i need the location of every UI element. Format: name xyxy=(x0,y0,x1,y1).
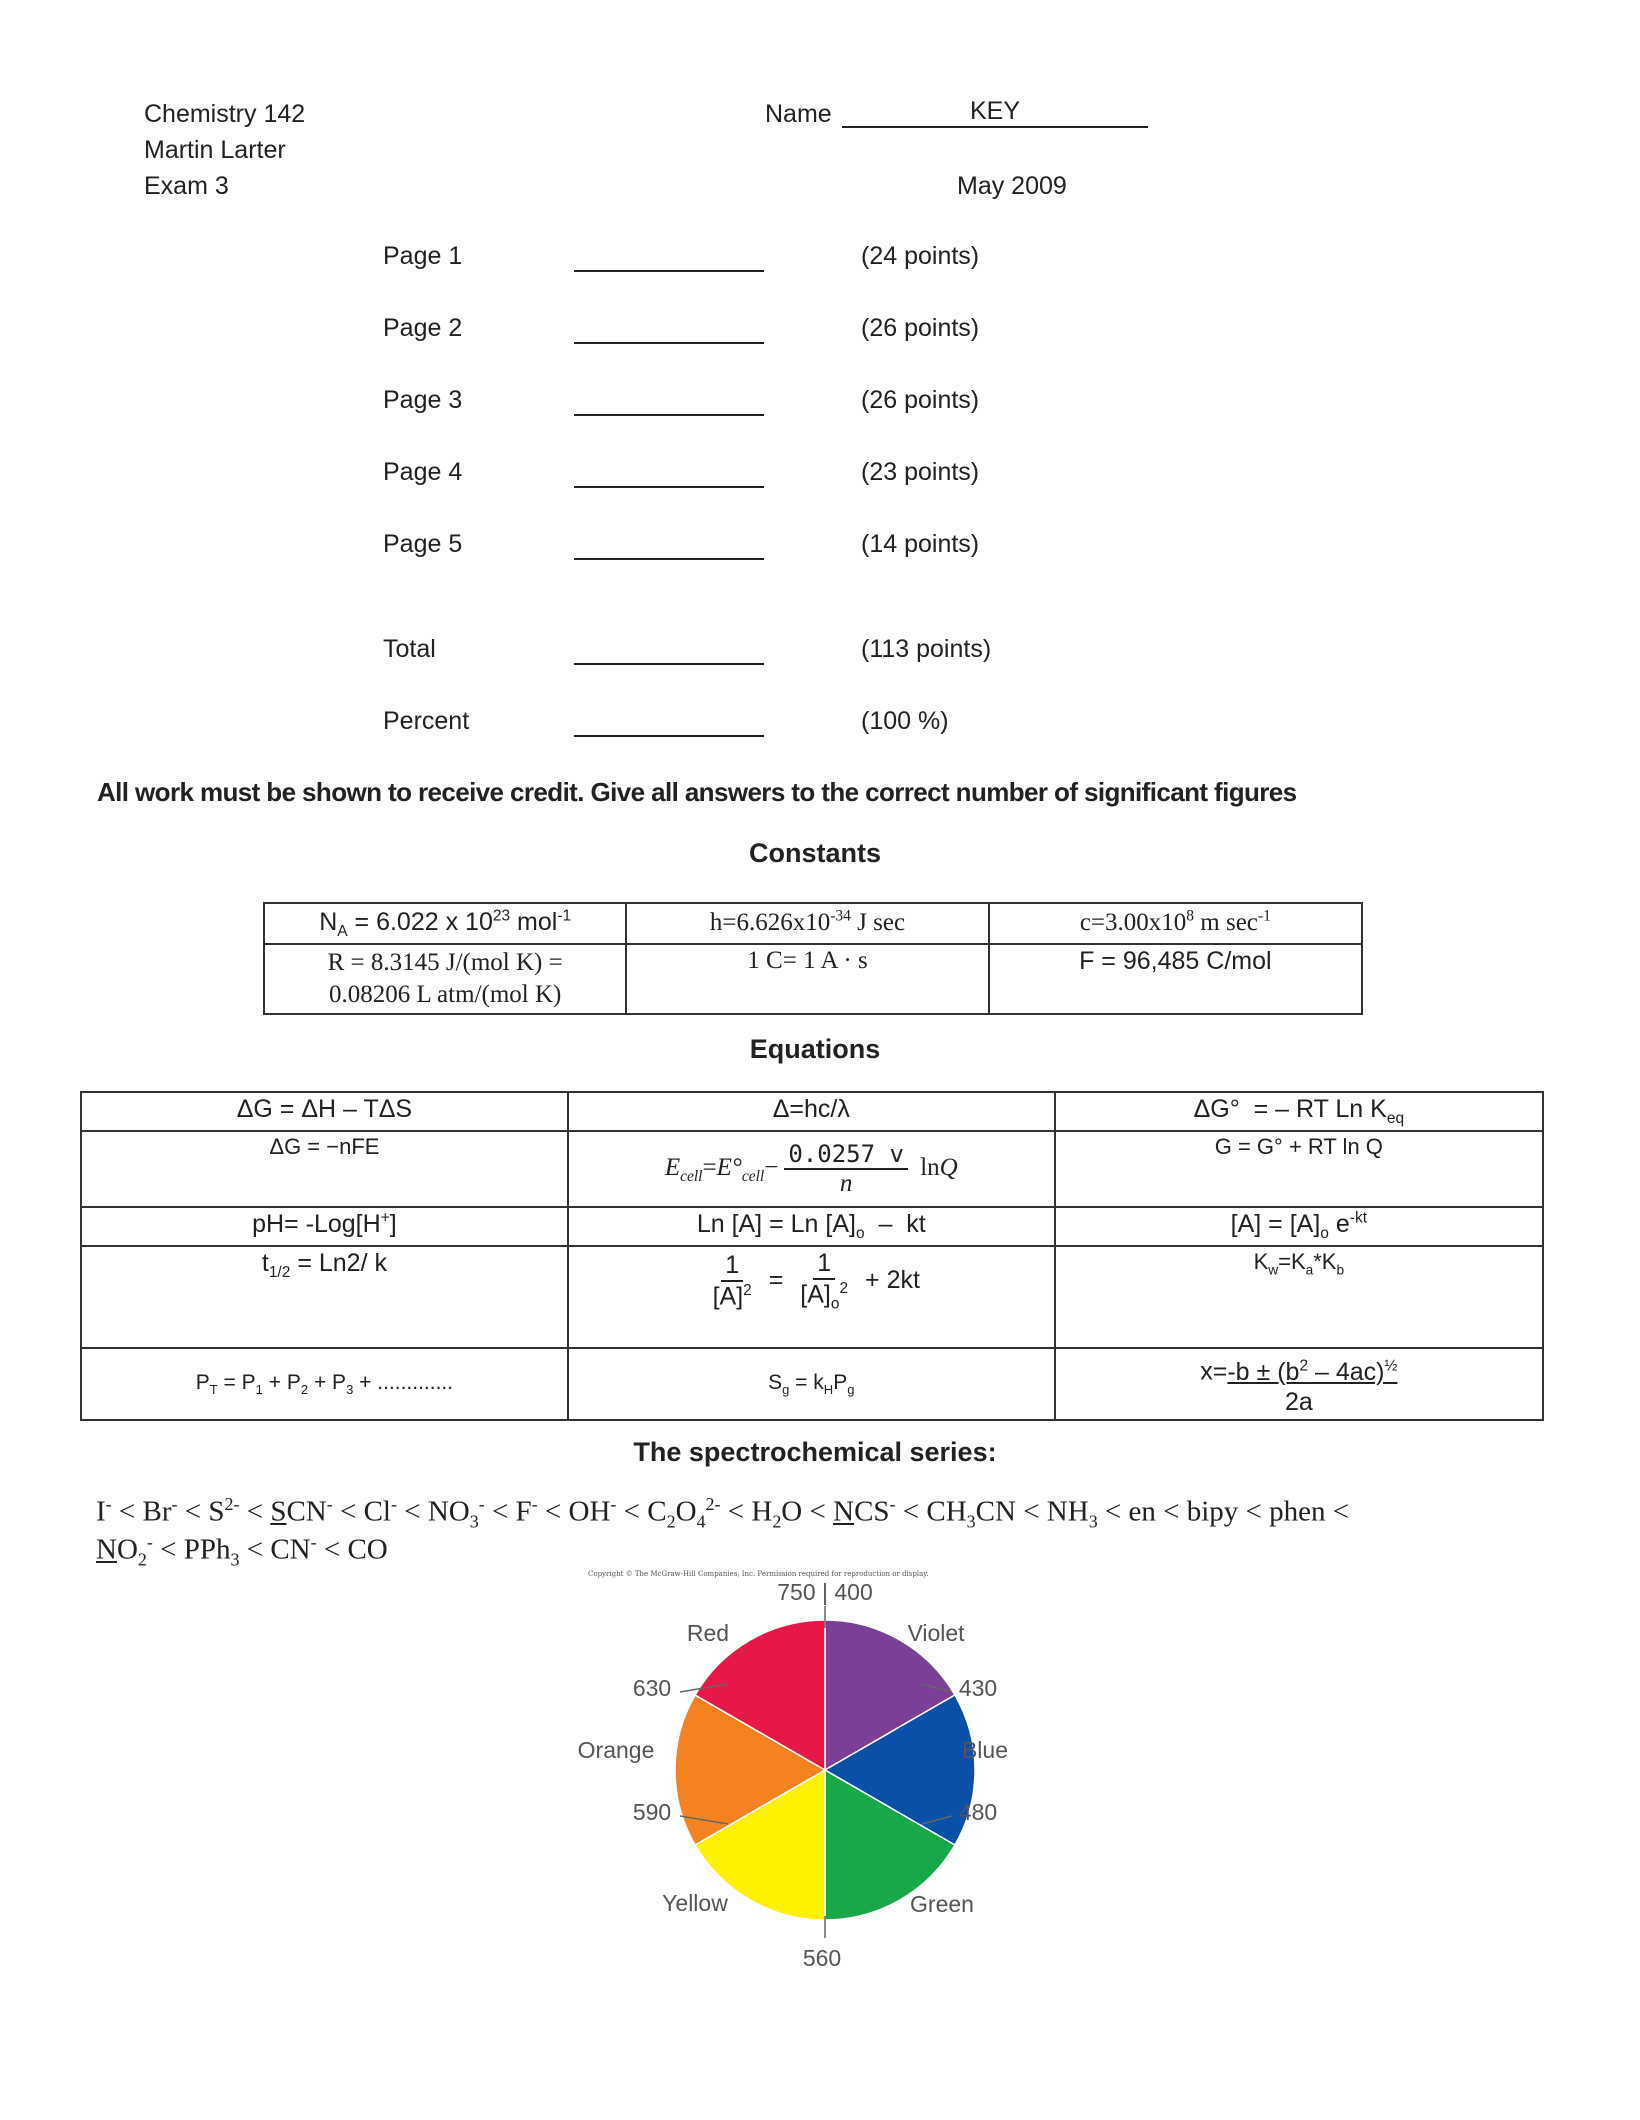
score-blank[interactable] xyxy=(574,414,764,416)
score-row-label: Total xyxy=(383,635,436,663)
coulomb-cell xyxy=(626,944,988,1014)
gibbs-equation: ΔG = ΔH – TΔS xyxy=(236,1095,413,1123)
quadratic-equation: $x=-b \pm (b^2 - 4ac)^{\frac{1}{2}}$ 2a xyxy=(1200,1357,1398,1416)
planck-constant: $h=6.626x10^{-34}$ J sec xyxy=(709,908,906,937)
score-row-label: Page 3 xyxy=(383,386,463,414)
score-blank[interactable] xyxy=(574,486,764,488)
score-blank[interactable] xyxy=(574,735,764,737)
score-row-points: (113 points) xyxy=(861,635,992,663)
speed-of-light: $c=3.00x10^8$ m $\sec^{-1}$ xyxy=(1079,908,1271,937)
faraday-constant: F = 96,485 C/mol xyxy=(1079,947,1272,976)
avogadro-cell xyxy=(264,903,626,944)
gibbs-nfe-cell xyxy=(81,1131,568,1207)
speed-of-light-cell xyxy=(989,903,1362,944)
dalton-equation: $P_T = P_1 + P_2 + P_3$ + ............. xyxy=(195,1370,454,1398)
score-blank[interactable] xyxy=(574,558,764,560)
gibbs-q-cell xyxy=(1055,1131,1543,1207)
photon-energy-equation: Δ=hc/λ xyxy=(772,1095,850,1123)
sector-label-orange: Orange xyxy=(577,1737,655,1763)
color-wheel-figure xyxy=(560,1570,1060,1990)
gibbs-cell xyxy=(81,1092,568,1131)
gas-constant-cell xyxy=(264,944,626,1014)
course-title: Chemistry 142 xyxy=(144,100,306,128)
nernst-equation: $E_{cell}=E^\circ_{cell}-$ $\frac{0.0257 v}{n}$ lnQ xyxy=(664,1140,958,1197)
gas-constant-line2: 0.08206 L atm/(mol K) xyxy=(328,981,562,1009)
score-row-label: Page 5 xyxy=(383,530,463,558)
exam-number: Exam 3 xyxy=(144,172,229,200)
second-order-cell xyxy=(568,1246,1055,1348)
coulomb-definition: 1 C= 1 A · s xyxy=(747,947,868,975)
name-field[interactable] xyxy=(842,96,1148,128)
spectro-series-line1: $I^- < Br^- < S^{2-} < SCN^- < Cl^- < NO_3^- < F^- < OH^- < C_2O_4^{2-} < H_2O < NCS^- < CH_3CN < NH_3$ < en < bipy < phen < xyxy=(96,1494,1350,1532)
score-row-points: (23 points) xyxy=(861,458,980,486)
sector-label-violet: Violet xyxy=(907,1620,965,1646)
kw-equation: $K_w=K_a*K_b$ xyxy=(1253,1249,1345,1278)
score-row-points: (24 points) xyxy=(861,242,980,270)
dalton-cell xyxy=(81,1348,568,1419)
wavelength-590: 590 xyxy=(632,1799,672,1825)
gibbs-nfe-equation: ΔG = −nFE xyxy=(269,1134,380,1159)
henry-cell xyxy=(568,1348,1055,1419)
wavelength-630: 630 xyxy=(632,1675,672,1701)
wheel-top-label: 750 | 400 xyxy=(777,1579,873,1605)
faraday-cell xyxy=(989,944,1362,1014)
equations-title: Equations xyxy=(749,1034,881,1064)
score-row-points: (26 points) xyxy=(861,386,980,414)
gas-constant-line1: R = 8.3145 J/(mol K) = xyxy=(327,949,563,977)
wavelength-560: 560 xyxy=(802,1945,842,1971)
half-life-cell xyxy=(81,1246,568,1348)
score-blank[interactable] xyxy=(574,342,764,344)
second-order-equation: $\frac{1}{[A]^2}$ = $\frac{1}{[A]_o^2}$ + 2kt xyxy=(712,1249,920,1313)
ph-equation: pH= -Log[H+] xyxy=(252,1210,397,1239)
equations-table xyxy=(80,1091,1544,1421)
constants-table xyxy=(263,902,1363,1015)
spectro-series-line2: $NO_2^- < PPh_3 < CN^-$ < CO xyxy=(96,1532,388,1570)
sector-label-green: Green xyxy=(910,1891,974,1917)
quadratic-cell xyxy=(1055,1348,1543,1419)
avogadro-constant: $N_A = 6.022$ x $10^{23}$ mol$^{-1}$ xyxy=(319,908,572,941)
first-order-exp-cell xyxy=(1055,1207,1543,1246)
gibbs-keq-equation: ΔG° = – RT Ln $K_{eq}$ xyxy=(1193,1095,1405,1127)
score-blank[interactable] xyxy=(574,270,764,272)
copyright-notice: Copyright © The McGraw-Hill Companies, Inc. Permission required for reproduction or display. xyxy=(588,1570,929,1578)
name-label: Name xyxy=(765,100,832,128)
first-order-equation: Ln [A] = Ln $[A]_o$ – kt xyxy=(696,1210,926,1242)
kw-cell xyxy=(1055,1246,1543,1348)
planck-cell xyxy=(626,903,988,944)
score-blank[interactable] xyxy=(574,663,764,665)
sector-label-blue: Blue xyxy=(961,1737,1009,1763)
gibbs-q-equation: G = G° + RT ln Q xyxy=(1214,1134,1383,1159)
instructor-name: Martin Larter xyxy=(144,136,286,164)
sector-label-yellow: Yellow xyxy=(662,1890,728,1916)
color-wheel-svg xyxy=(560,1570,1060,1990)
spectro-title: The spectrochemical series: xyxy=(633,1437,997,1467)
score-row-points: (14 points) xyxy=(861,530,980,558)
half-life-equation: $t_{1/2} = Ln2/$ k xyxy=(261,1249,387,1282)
first-order-exp-equation: $[A] = [A]_o$ $e^{-kt}$ xyxy=(1230,1210,1367,1243)
exam-date: May 2009 xyxy=(957,172,1067,200)
ph-cell xyxy=(81,1207,568,1246)
score-row-label: Page 1 xyxy=(383,242,463,270)
henry-equation: $S_g = k_HP_g$ xyxy=(768,1370,855,1398)
score-row-label: Page 2 xyxy=(383,314,463,342)
sector-label-red: Red xyxy=(686,1620,730,1646)
gibbs-keq-cell xyxy=(1055,1092,1543,1131)
name-value: KEY xyxy=(969,97,1021,125)
wavelength-430: 430 xyxy=(958,1675,998,1701)
first-order-cell xyxy=(568,1207,1055,1246)
photon-energy-cell xyxy=(568,1092,1055,1131)
wavelength-480: 480 xyxy=(958,1799,998,1825)
score-row-points: (26 points) xyxy=(861,314,980,342)
constants-title: Constants xyxy=(748,838,881,868)
score-row-points: (100 %) xyxy=(861,707,949,735)
score-row-label: Page 4 xyxy=(383,458,463,486)
nernst-cell xyxy=(568,1131,1055,1207)
score-row-label: Percent xyxy=(383,707,470,735)
instructions: All work must be shown to receive credit. Give all answers to the correct number of significant figures xyxy=(97,777,1297,807)
